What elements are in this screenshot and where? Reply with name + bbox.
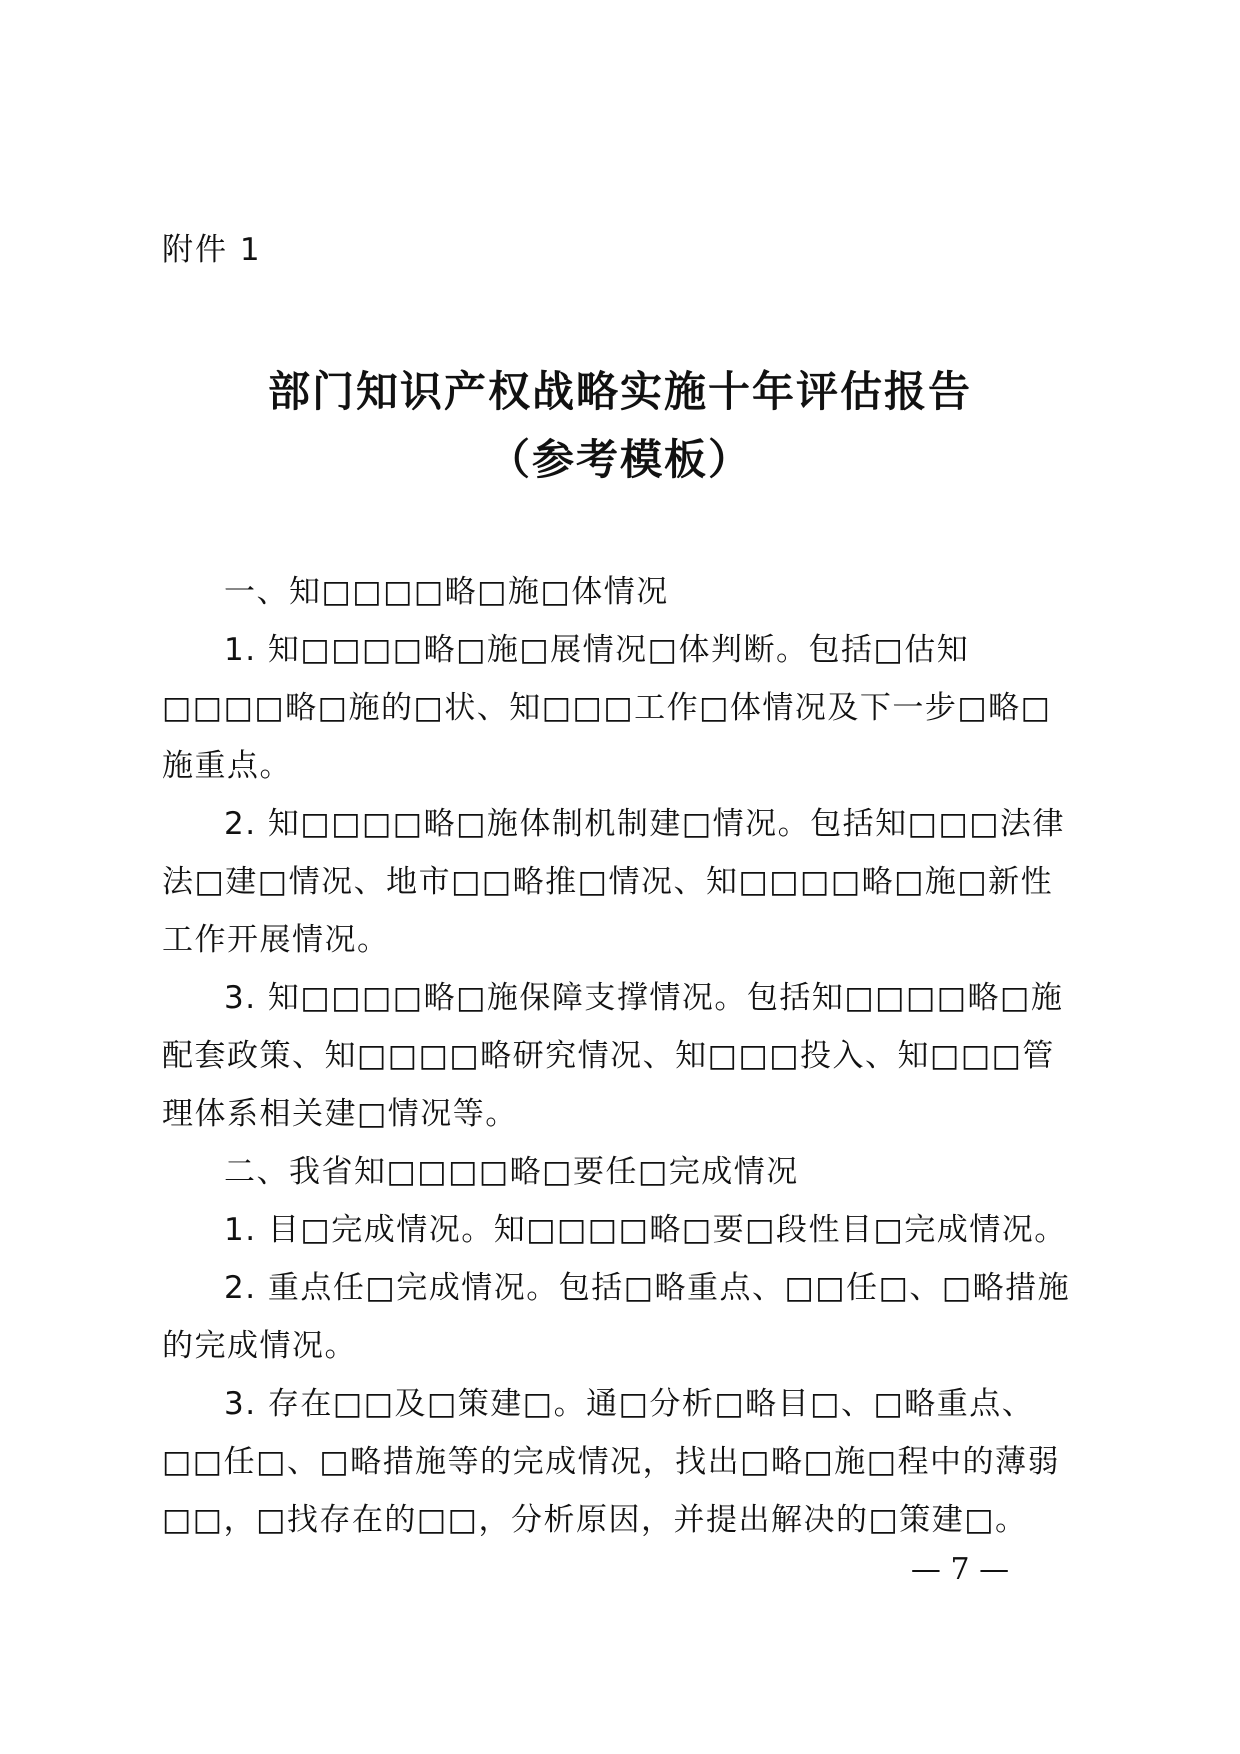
paragraph-1-2: 2. 知□□□□略□施体制机制建□情况。包括知□□□法律法□建□情况、地市□□略推□情况、知□□□□略□施□新性工作开展情况。 bbox=[162, 806, 1066, 958]
paragraph-2-1: 1. 目□完成情况。知□□□□略□要□段性目□完成情况。 bbox=[224, 1212, 1067, 1248]
section-heading-1: 一、知□□□□略□施□体情况 bbox=[224, 574, 669, 610]
attachment-label: 附件 1 bbox=[162, 232, 262, 268]
document-title: 部门知识产权战略实施十年评估报告 bbox=[267, 367, 972, 416]
document-body bbox=[162, 563, 1082, 1549]
paragraph-1-3: 3. 知□□□□略□施保障支撑情况。包括知□□□□略□施配套政策、知□□□□略研究情况、知□□□投入、知□□□管理体系相关建□情况等。 bbox=[162, 980, 1064, 1132]
paragraph-2-3: 3. 存在□□及□策建□。通□分析□略目□、□略重点、□□任□、□略措施等的完成情况，找出□略□施□程中的薄弱□□，□找存在的□□，分析原因，并提出解决的□策建□。 bbox=[162, 1386, 1061, 1538]
page-number: — 7 — bbox=[910, 1552, 1010, 1587]
paragraph-1-1: 1. 知□□□□略□施□展情况□体判断。包括□估知□□□□略□施的□状、知□□□工作□体情况及下一步□略□施重点。 bbox=[162, 632, 1052, 784]
document-subtitle: （参考模板） bbox=[487, 435, 752, 484]
section-heading-2: 二、我省知□□□□略□要任□完成情况 bbox=[224, 1154, 799, 1190]
paragraph-2-2: 2. 重点任□完成情况。包括□略重点、□□任□、□略措施的完成情况。 bbox=[162, 1270, 1071, 1364]
